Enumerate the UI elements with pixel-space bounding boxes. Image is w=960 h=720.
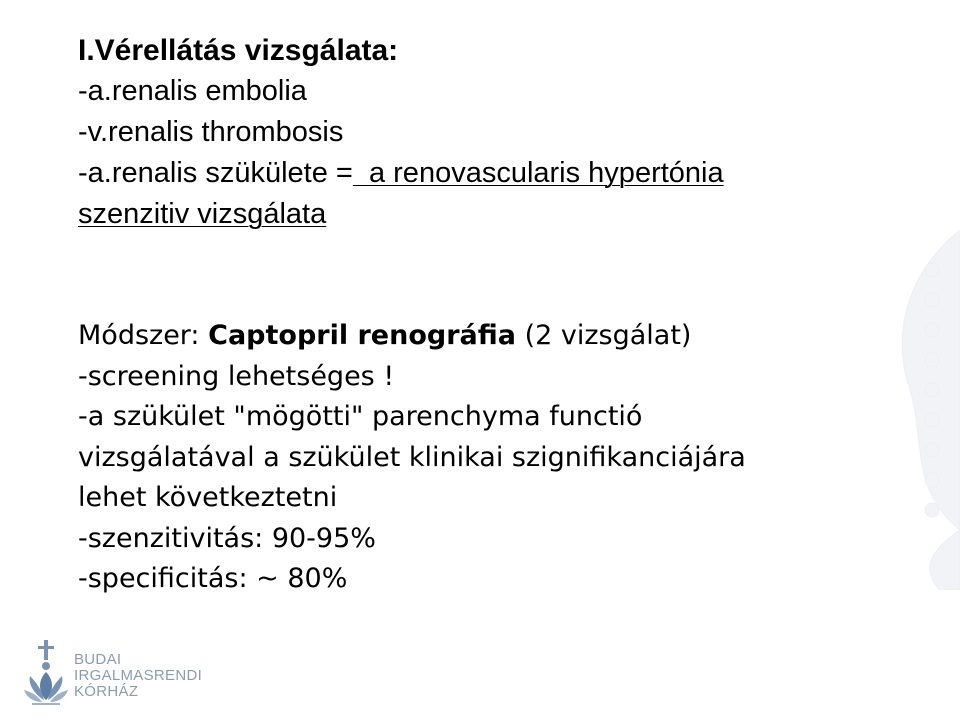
- method-line: [78, 316, 938, 357]
- detail-line: lehet következtetni: [78, 482, 338, 513]
- method-name: Captopril renográfia: [208, 320, 516, 351]
- underlined-phrase: a renovascularis hypertónia: [368, 157, 724, 189]
- detail-line: vizsgálatával a szükület klinikai szignifikanciájára: [78, 441, 746, 473]
- hospital-name-line: BUDAI: [74, 651, 122, 668]
- hospital-emblem-icon: [24, 638, 68, 708]
- slide-title: I.Vérellátás vizsgálata:: [78, 34, 399, 67]
- underlined-phrase: szenzitiv vizsgálata: [78, 198, 327, 230]
- method-note: (2 vizsgálat): [524, 320, 692, 351]
- vascular-exam-section: [78, 30, 938, 235]
- list-item: -v.renalis thrombosis: [78, 116, 344, 148]
- detail-line: -screening lehetséges !: [78, 360, 395, 392]
- list-item-stenosis: [78, 153, 938, 194]
- hospital-name-line: KÓRHÁZ: [74, 683, 139, 700]
- spacer: [353, 157, 369, 189]
- method-section: [78, 316, 938, 600]
- detail-line: -a szükület "mögötti" parenchyma functió: [78, 401, 643, 432]
- list-item-text: -a.renalis szükülete =: [78, 157, 353, 189]
- method-label: Módszer:: [78, 320, 200, 351]
- hospital-name: [74, 652, 202, 700]
- list-item: -a.renalis embolia: [78, 75, 307, 107]
- detail-line: -specificitás: ~ 80%: [78, 563, 348, 594]
- hospital-logo: [24, 638, 204, 708]
- hospital-name-line: IRGALMASRENDI: [74, 667, 203, 684]
- detail-line: -szenzitivitás: 90-95%: [78, 522, 376, 554]
